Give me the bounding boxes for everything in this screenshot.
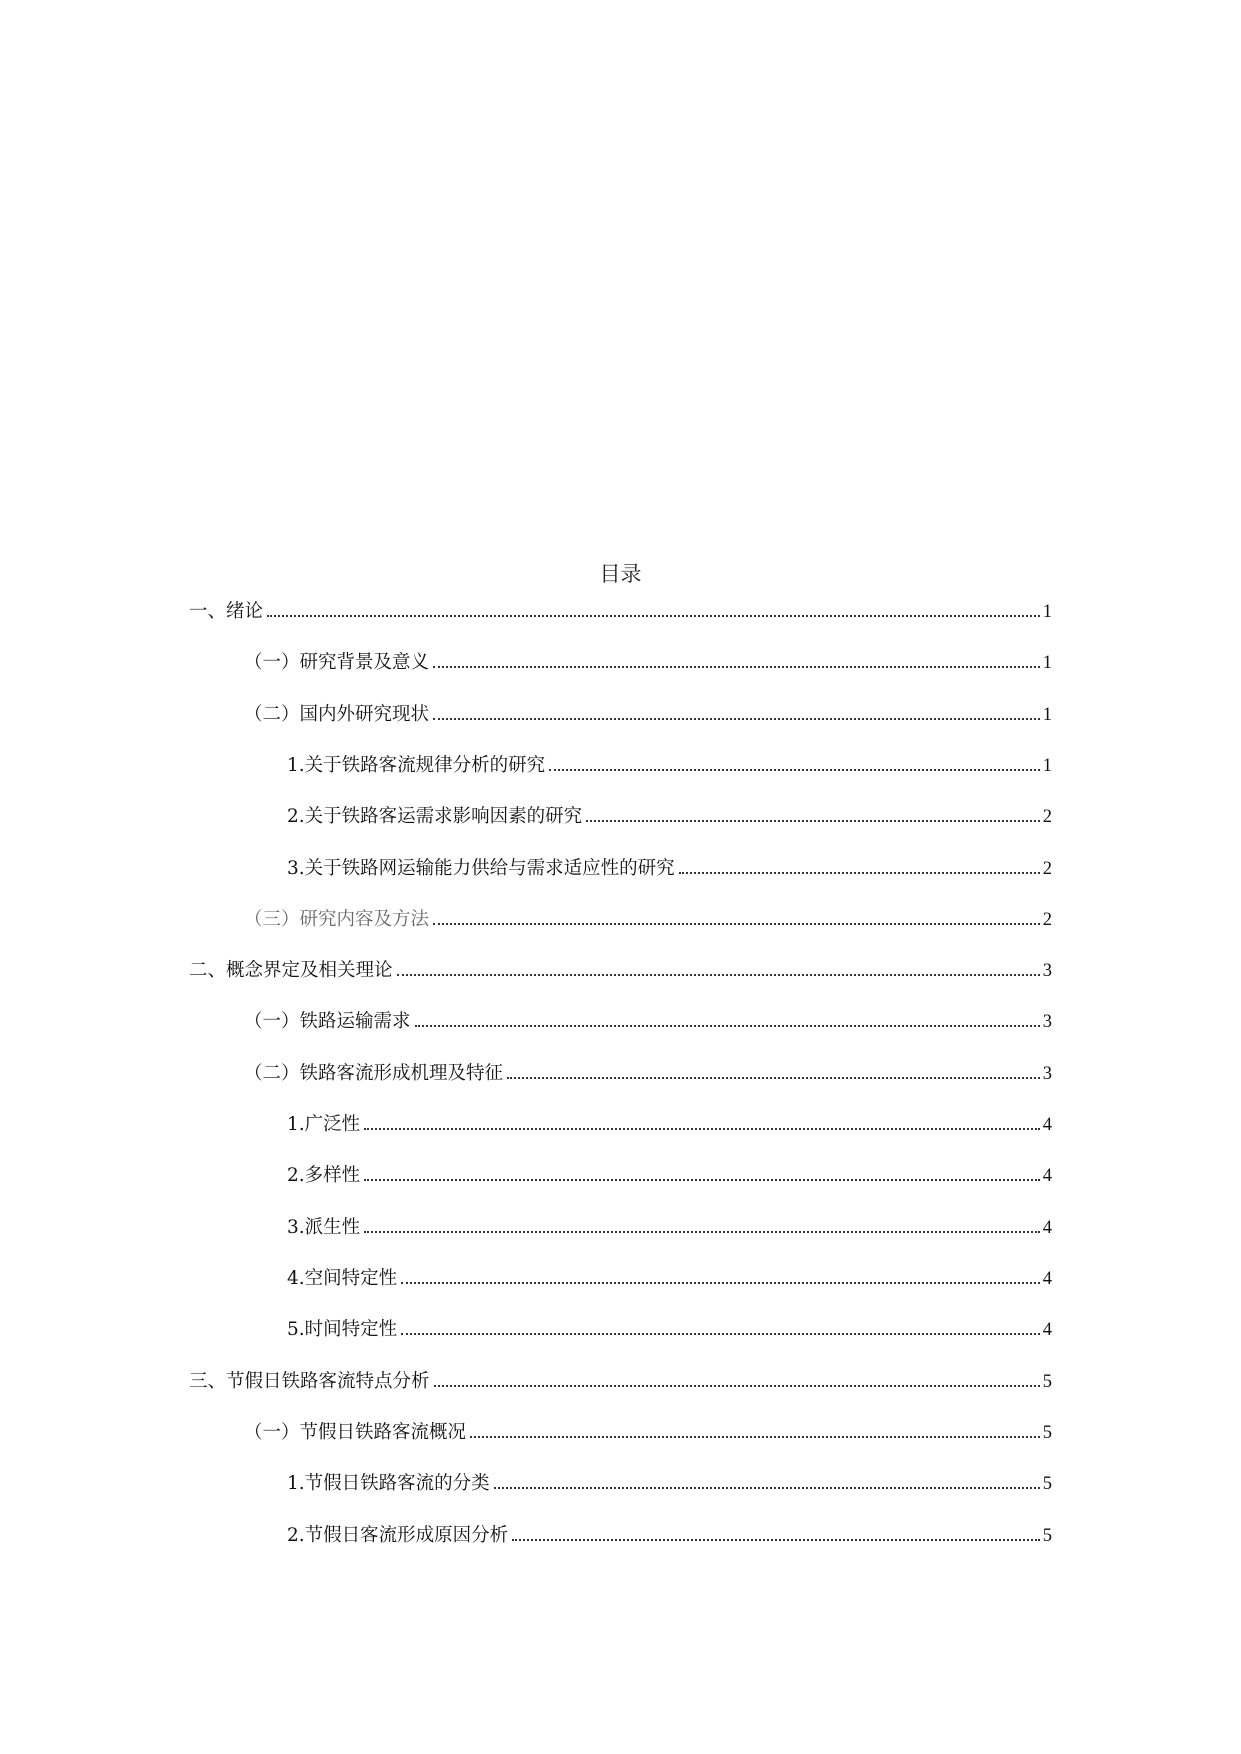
dot-leader xyxy=(549,769,1040,771)
toc-entry-page: 2 xyxy=(1042,807,1052,827)
toc-entry[interactable] xyxy=(287,1113,1052,1137)
toc-entry-page: 2 xyxy=(1042,859,1052,879)
dot-leader xyxy=(434,1385,1040,1387)
dot-leader xyxy=(364,1128,1040,1130)
toc-entry-page: 3 xyxy=(1042,1064,1052,1084)
dot-leader xyxy=(512,1539,1040,1541)
toc-entry-label: （一）节假日铁路客流概况 xyxy=(244,1422,467,1443)
toc-entry-page: 4 xyxy=(1042,1320,1052,1340)
dot-leader xyxy=(364,1179,1040,1181)
toc-entry-page: 1 xyxy=(1042,602,1052,622)
toc-entry-label: 一、绪论 xyxy=(189,601,264,622)
toc-entry-label: 二、概念界定及相关理论 xyxy=(189,960,393,981)
toc-entry-page: 4 xyxy=(1042,1218,1052,1238)
toc-entry-page: 4 xyxy=(1042,1166,1052,1186)
toc-entry[interactable] xyxy=(244,1062,1052,1086)
toc-entry-page: 5 xyxy=(1042,1526,1052,1546)
dot-leader xyxy=(679,872,1040,874)
toc-entry-page: 4 xyxy=(1042,1269,1052,1289)
dot-leader xyxy=(586,820,1040,822)
toc-entry-page: 5 xyxy=(1042,1372,1052,1392)
toc-entry-page: 1 xyxy=(1042,653,1052,673)
toc-entry[interactable] xyxy=(244,1010,1052,1034)
toc-entry[interactable] xyxy=(287,1267,1052,1291)
toc-entry-label: 2.节假日客流形成原因分析 xyxy=(287,1525,509,1546)
dot-leader xyxy=(433,718,1040,720)
toc-entry-page: 3 xyxy=(1042,961,1052,981)
toc-entry-label: 1.关于铁路客流规律分析的研究 xyxy=(287,755,546,776)
toc-entry-label: （一）铁路运输需求 xyxy=(244,1011,411,1032)
toc-entry-page: 1 xyxy=(1042,705,1052,725)
toc-entry[interactable] xyxy=(287,805,1052,829)
dot-leader xyxy=(401,1282,1040,1284)
dot-leader xyxy=(494,1487,1040,1489)
toc-entry[interactable] xyxy=(244,1421,1052,1445)
toc-entry-label: 4.空间特定性 xyxy=(287,1268,398,1289)
toc-entry[interactable] xyxy=(287,1216,1052,1240)
toc-entry-label: 5.时间特定性 xyxy=(287,1319,398,1340)
toc-entry-page: 1 xyxy=(1042,756,1052,776)
dot-leader xyxy=(267,615,1040,617)
toc-entry[interactable] xyxy=(244,651,1052,675)
toc-entry-label: （三）研究内容及方法 xyxy=(244,909,430,930)
toc-entry[interactable] xyxy=(189,600,1052,624)
toc-entry[interactable] xyxy=(287,754,1052,778)
toc-entry-label: 3.关于铁路网运输能力供给与需求适应性的研究 xyxy=(287,858,675,879)
toc-entry-label: 2.关于铁路客运需求影响因素的研究 xyxy=(287,806,583,827)
toc-entry-page: 5 xyxy=(1042,1474,1052,1494)
toc-entry-page: 2 xyxy=(1042,910,1052,930)
toc-entry-label: 三、节假日铁路客流特点分析 xyxy=(189,1371,430,1392)
dot-leader xyxy=(401,1333,1040,1335)
toc-entry[interactable] xyxy=(287,1524,1052,1548)
toc-entry-page: 4 xyxy=(1042,1115,1052,1135)
dot-leader xyxy=(364,1231,1040,1233)
toc-entry-label: （二）铁路客流形成机理及特征 xyxy=(244,1063,504,1084)
dot-leader xyxy=(433,923,1040,925)
toc-entry[interactable] xyxy=(287,1164,1052,1188)
toc-entry-label: 3.派生性 xyxy=(287,1217,361,1238)
toc-entry[interactable] xyxy=(244,703,1052,727)
toc-entry[interactable] xyxy=(244,908,1052,932)
dot-leader xyxy=(397,974,1040,976)
toc-entry-label: 1.广泛性 xyxy=(287,1114,361,1135)
dot-leader xyxy=(415,1025,1040,1027)
dot-leader xyxy=(470,1436,1040,1438)
toc-entry-label: （一）研究背景及意义 xyxy=(244,652,430,673)
toc-title: 目录 xyxy=(599,562,642,586)
toc-entry[interactable] xyxy=(287,1318,1052,1342)
toc-entry[interactable] xyxy=(189,959,1052,983)
toc-entry[interactable] xyxy=(189,1370,1052,1394)
toc-entry[interactable] xyxy=(287,857,1052,881)
dot-leader xyxy=(507,1077,1040,1079)
toc-entry-page: 5 xyxy=(1042,1423,1052,1443)
toc-entry[interactable] xyxy=(287,1472,1052,1496)
toc-entry-label: 2.多样性 xyxy=(287,1165,361,1186)
toc-entry-label: （二）国内外研究现状 xyxy=(244,704,430,725)
toc-entry-label: 1.节假日铁路客流的分类 xyxy=(287,1473,490,1494)
dot-leader xyxy=(433,666,1040,668)
toc-entry-page: 3 xyxy=(1042,1012,1052,1032)
